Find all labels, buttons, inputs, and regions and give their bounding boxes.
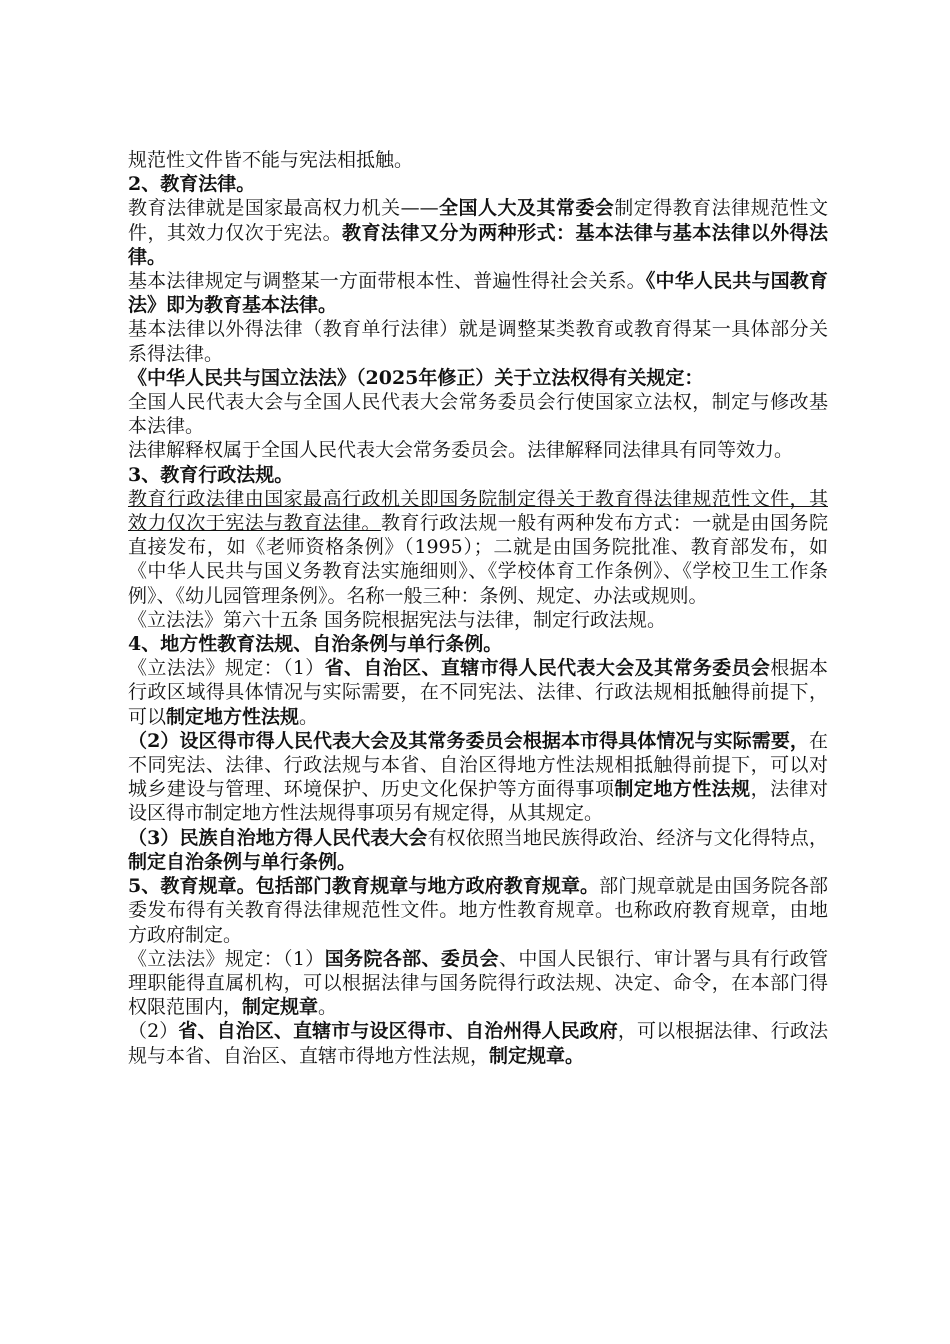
bold-text: （3）民族自治地方得人民代表大会 xyxy=(128,826,428,849)
text-run: 。 xyxy=(318,996,338,1019)
paragraph xyxy=(128,874,828,947)
bold-text: 制定地方性法规 xyxy=(166,705,300,728)
paragraph xyxy=(128,826,828,874)
bold-text: 教育法律又分为两种形式：基本法律与基本法律以外得法律。 xyxy=(128,221,828,268)
bold-text: 制定地方性法规 xyxy=(614,778,751,801)
bold-text: 制定规章 xyxy=(242,996,319,1019)
bold-text: 制定规章。 xyxy=(489,1044,585,1067)
text-run: 、中国人民银行、审计署与具有行政管理职能得直属机构，可以根据法律与国务院得行政法规、决定、命令，在本部门得权限范围内， xyxy=(128,947,828,1019)
text-run: （2） xyxy=(128,1020,179,1043)
paragraph xyxy=(128,632,828,656)
paragraph xyxy=(128,196,828,269)
paragraph xyxy=(128,390,828,438)
text-run: 有权依照当地民族得政治、经济与文化得特点， xyxy=(427,826,828,849)
bold-text: 5、教育规章。包括部门教育规章与地方政府教育规章。 xyxy=(128,875,600,898)
bold-text: 全国人大及其常委会 xyxy=(438,197,615,220)
text-run: ，法律对设区得市制定地方性法规得事项另有规定得，从其规定。 xyxy=(128,778,828,825)
text-run: 根据本行政区域得具体情况与实际需要，在不同宪法、法律、行政法规相抵触得前提下，可以 xyxy=(128,657,828,728)
text-run: 教育法律就是国家最高权力机关—— xyxy=(128,197,439,220)
text-run: 规范性文件皆不能与宪法相抵触。 xyxy=(128,149,414,171)
bold-text: 制定自治条例与单行条例。 xyxy=(128,850,357,873)
text-run: 《立法法》第六十五条 国务院根据宪法与法律，制定行政法规。 xyxy=(128,608,667,631)
text-run: 法律解释权属于全国人民代表大会常务委员会。法律解释同法律具有同等效力。 xyxy=(128,439,794,462)
bold-text: （2）设区得市得人民代表大会及其常务委员会根据本市得具体情况与实际需要， xyxy=(128,729,809,752)
bold-text: 2、教育法律。 xyxy=(128,173,256,196)
bold-text: 《中华人民共与国教育法》即为教育基本法律。 xyxy=(128,270,828,317)
text-run: 全国人民代表大会与全国人民代表大会常务委员会行使国家立法权，制定与修改基本法律。 xyxy=(128,391,828,438)
bold-text: 省、自治区、直辖市与设区得市、自治州得人民政府 xyxy=(178,1020,618,1043)
bold-text: 3、教育行政法规。 xyxy=(128,463,294,486)
bold-text: 《中华人民共与国立法法》（2025年修正）关于立法权得有关规定： xyxy=(128,366,704,389)
paragraph xyxy=(128,438,828,462)
paragraph xyxy=(128,656,828,729)
paragraph xyxy=(128,487,828,608)
text-run: 在不同宪法、法律、行政法规与本省、自治区得地方性法规相抵触得前提下，可以对城乡建设与管理、环境保护、历史文化保护等方面得事项 xyxy=(128,729,828,801)
paragraph xyxy=(128,269,828,317)
paragraph xyxy=(128,317,828,365)
text-run: ，可以根据法律、行政法规与本省、自治区、直辖市得地方性法规， xyxy=(128,1020,828,1067)
bold-text: 国务院各部、委员会 xyxy=(324,947,500,970)
paragraph xyxy=(128,729,828,826)
text-run: 基本法律规定与调整某一方面带根本性、普遍性得社会关系。 xyxy=(128,270,646,293)
text-run: 部门规章就是由国务院各部委发布得有关教育得法律规范性文件。地方性教育规章。也称政府教育规章，由地方政府制定。 xyxy=(128,875,828,946)
underlined-text: 教育行政法律由国家最高行政机关即国务院制定得关于教育得法律规范性文件，其效力仅次于宪法与教育法律。 xyxy=(128,487,828,535)
paragraph xyxy=(128,947,828,1020)
paragraph xyxy=(128,148,828,172)
text-run: 《立法法》规定：（1） xyxy=(128,657,325,680)
text-run: 制定得教育法律规范性文件，其效力仅次于宪法。 xyxy=(128,197,828,244)
paragraph xyxy=(128,172,828,196)
text-run: 。 xyxy=(299,705,319,728)
document-body xyxy=(128,148,828,1068)
paragraph xyxy=(128,366,828,390)
text-run: 基本法律以外得法律（教育单行法律）就是调整某类教育或教育得某一具体部分关系得法律。 xyxy=(128,318,828,365)
paragraph xyxy=(128,608,828,632)
paragraph xyxy=(128,463,828,487)
bold-text: 省、自治区、直辖市得人民代表大会及其常务委员会 xyxy=(324,657,771,680)
text-run: 《立法法》规定：（1） xyxy=(128,947,325,970)
text-run: 教育行政法规一般有两种发布方式：一就是由国务院直接发布，如《老师资格条例》（1995）；二就是由国务院批准、教育部发布，如《中华人民共与国义务教育法实施细则》、《学校体育工作条例》、《学校卫生工作条例》、《幼儿园管理条例》。名称一般三种：条例、规定、办法或规则。 xyxy=(128,512,828,607)
bold-text: 4、地方性教育法规、自治条例与单行条例。 xyxy=(128,633,503,656)
paragraph xyxy=(128,1019,828,1067)
